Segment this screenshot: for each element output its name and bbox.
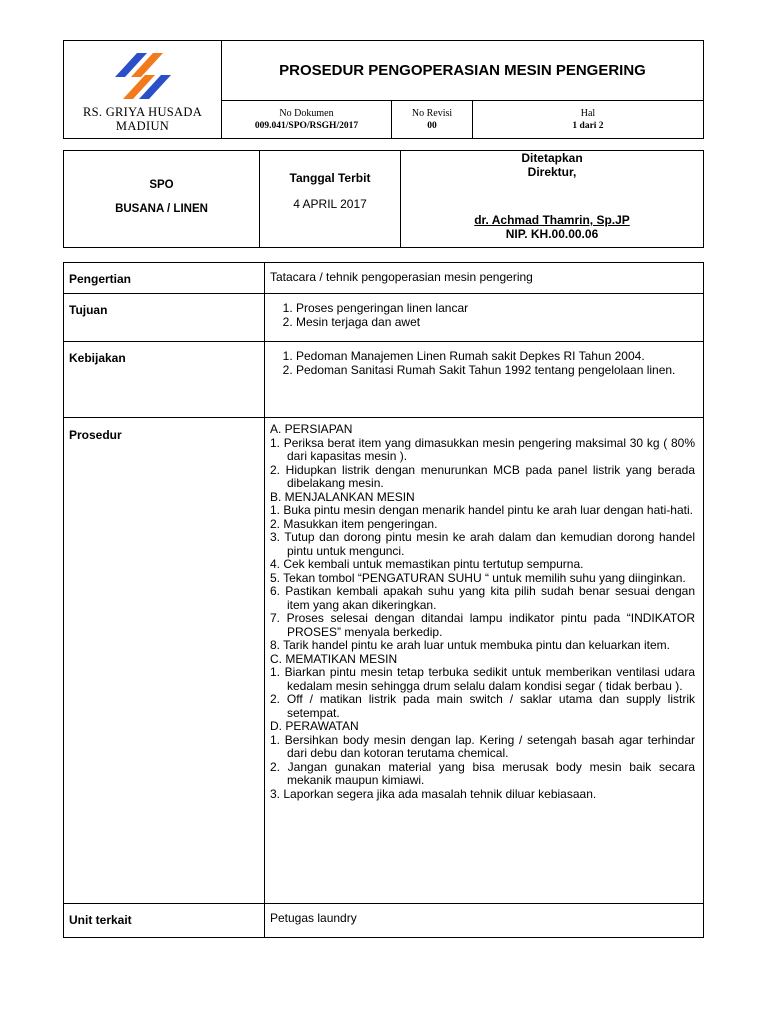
issue-label: Tanggal Terbit <box>289 171 371 185</box>
spo-type: SPO <box>149 179 174 191</box>
procedure-step: 6. Pastikan kembali apakah suhu yang kita pilih sudah benar sesuai dengan item yang akan dikeringkan. <box>270 584 695 612</box>
label-pengertian: Pengertian <box>64 263 265 294</box>
row-kebijakan <box>64 342 704 418</box>
procedure-step: 5. Tekan tombol “PENGATURAN SUHU “ untuk memilih suhu yang diinginkan. <box>270 570 686 585</box>
document-title: PROSEDUR PENGOPERASIAN MESIN PENGERING <box>222 41 704 101</box>
spo-info-table <box>63 150 704 248</box>
spo-category: BUSANA / LINEN <box>115 203 208 215</box>
procedure-step: 3. Tutup dan dorong pintu mesin ke arah dalam dan kemudian dorong handel pintu untuk mengunci. <box>270 530 695 558</box>
procedure-step: 2. Hidupkan listrik dengan menurunkan MCB pada panel listrik yang berada dibelakang mesin. <box>270 462 695 490</box>
row-pengertian <box>64 263 704 294</box>
procedure-step: 2. Jangan gunakan material yang bisa merusak body mesin baik secara mekanik maupun kimiawi. <box>270 759 695 787</box>
revision-cell: No Revisi 00 <box>392 101 473 139</box>
procedure-step: 1. Periksa berat item yang dimasukkan mesin pengering maksimal 30 kg ( 80% dari kapasitas mesin ). <box>270 435 695 463</box>
list-kebijakan <box>265 342 704 418</box>
procedure-step: 4. Cek kembali untuk memastikan pintu tertutup sempurna. <box>270 557 584 571</box>
label-unit-terkait: Unit terkait <box>64 904 265 938</box>
approval-cell <box>401 151 704 248</box>
procedure-steps <box>265 418 704 904</box>
procedure-step: 1. Buka pintu mesin dengan menarik handel pintu ke arah luar dengan hati-hati. <box>270 503 693 517</box>
row-prosedur <box>64 418 704 904</box>
page-cell: Hal 1 dari 2 <box>473 101 704 139</box>
issue-date-cell <box>260 151 401 248</box>
procedure-step: 2. Off / matikan listrik pada main switch / saklar utama dan supply listrik setempat. <box>270 692 695 720</box>
tujuan-item: 1. Proses pengeringan linen lancar <box>296 302 695 316</box>
spo-category-cell <box>64 151 260 248</box>
hospital-logo-icon <box>113 51 173 101</box>
row-unit-terkait <box>64 904 704 938</box>
procedure-step: 1. Biarkan pintu mesin tetap terbuka sedikit untuk memberikan ventilasi udara kedalam mesin sehingga drum selalu dalam kondisi segar ( tidak berbau ). <box>270 665 695 693</box>
approval-label: Ditetapkan Direktur, <box>521 151 583 179</box>
logo-cell <box>64 41 222 139</box>
label-kebijakan: Kebijakan <box>64 342 265 418</box>
list-tujuan <box>265 294 704 342</box>
director-nip: NIP. KH.00.00.06 <box>505 227 599 241</box>
procedure-step: 8. Tarik handel pintu ke arah luar untuk membuka pintu dan keluarkan item. <box>270 638 671 652</box>
section-title: B. MENJALANKAN MESIN <box>270 489 415 504</box>
label-prosedur: Prosedur <box>64 418 265 904</box>
doc-number-cell: No Dokumen 009.041/SPO/RSGH/2017 <box>222 101 392 139</box>
section-title: D. PERAWATAN <box>270 719 359 733</box>
procedure-table <box>63 262 704 938</box>
hospital-name: RS. GRIYA HUSADA MADIUN <box>82 105 203 133</box>
text-unit-terkait: Petugas laundry <box>265 904 704 938</box>
director-signature-block <box>401 179 703 241</box>
procedure-step: 1. Bersihkan body mesin dengan lap. Kering / setengah basah agar terhindar dari debu dan kotoran terutama chemical. <box>270 732 695 760</box>
kebijakan-item: 2. Pedoman Sanitasi Rumah Sakit Tahun 1992 tentang pengelolaan linen. <box>296 364 695 378</box>
procedure-step: 2. Masukkan item pengeringan. <box>270 516 438 531</box>
tujuan-item: 2. Mesin terjaga dan awet <box>296 316 695 330</box>
procedure-step: 7. Proses selesai dengan ditandai lampu indikator pintu pada “INDIKATOR PROSES” menyala berkedip. <box>270 611 695 639</box>
procedure-step: 3. Laporkan segera jika ada masalah tehnik diluar kebiasaan. <box>270 786 597 801</box>
section-title: C. MEMATIKAN MESIN <box>270 651 398 666</box>
section-title: A. PERSIAPAN <box>270 422 353 436</box>
director-name: dr. Achmad Thamrin, Sp.JP <box>474 213 630 227</box>
document-header <box>63 40 704 139</box>
kebijakan-item: 1. Pedoman Manajemen Linen Rumah sakit Depkes RI Tahun 2004. <box>296 350 695 364</box>
text-pengertian: Tatacara / tehnik pengoperasian mesin pengering <box>265 263 704 294</box>
issue-date: 4 APRIL 2017 <box>293 197 367 211</box>
label-tujuan: Tujuan <box>64 294 265 342</box>
row-tujuan <box>64 294 704 342</box>
